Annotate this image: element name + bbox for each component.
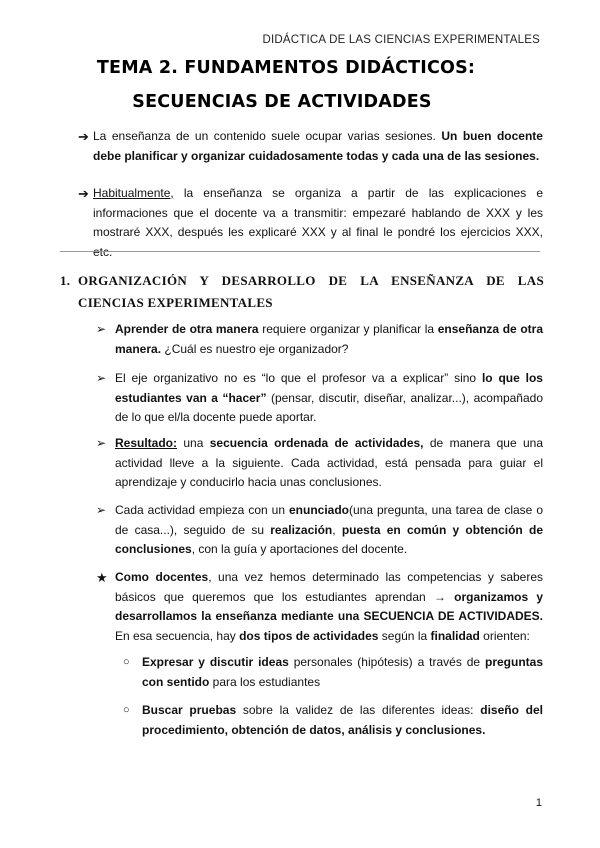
bold-text: Expresar y discutir ideas (142, 655, 289, 669)
chevron-bullet-icon: ➢ (96, 322, 107, 336)
underlined-word: Habitualmente, (93, 186, 174, 200)
text: personales (hipótesis) a través de (288, 655, 485, 669)
text: , una vez hemos determinado las competencias y saberes básicos que queremos que los estudiantes aprendan → (115, 570, 544, 604)
bold-text: Buscar pruebas (142, 703, 237, 717)
bold-text: Como docentes (115, 570, 209, 584)
intro-text: la enseñanza se organiza a partir de las explicaciones e informaciones que el docente va a transmitir: empezaré hablando de XXX y les mostraré XXX, después les explicaré XXX y al final le pondré los ejercicios XXX, etc. (93, 186, 543, 259)
text: según la (378, 628, 431, 643)
bold-text: organizamos y desarrollamos la enseñanza mediante una SECUENCIA DE ACTIVIDADES. (115, 589, 543, 623)
bold-text: secuencia ordenada de actividades, (209, 436, 424, 450)
bold-text: puesta en común y obtención de conclusiones (115, 522, 543, 556)
bold-text: Aprender de otra manera (115, 322, 259, 336)
chevron-bullet-icon: ➢ (96, 436, 107, 450)
page-title-line1: TEMA 2. FUNDAMENTOS DIDÁCTICOS: (96, 58, 476, 78)
text: (pensar, discutir, diseñar, analizar...), acompañado de lo que el/la docente puede aportar. (115, 390, 543, 424)
circle-bullet-icon: ○ (123, 704, 130, 716)
text: una (177, 436, 210, 450)
section-number: 1. (60, 273, 71, 288)
text: de manera que una actividad lleve a la siguiente. Cada actividad, está pensada para guiar el aprendizaje y conducirlo hacia unas conclusiones. (115, 436, 543, 489)
text: sobre la validez de las diferentes ideas: (236, 703, 481, 717)
bold-text: enseñanza de otra manera. (115, 322, 544, 356)
text: Cada actividad empieza con un (115, 503, 289, 517)
page-number: 1 (535, 797, 542, 809)
intro-paragraph-1 (93, 127, 543, 166)
sub-list-item (142, 701, 543, 740)
text: , con la guía y aportaciones del docente. (191, 542, 408, 556)
section-heading (60, 270, 544, 314)
list-item (115, 369, 543, 428)
bold-text: finalidad (430, 628, 480, 643)
horizontal-divider (60, 251, 540, 252)
text: El eje organizativo no es “lo que el profesor va a explicar” sino (115, 371, 482, 385)
text: , (332, 522, 342, 537)
text: En esa secuencia, hay (115, 628, 240, 643)
intro-bold-text: Un buen docente debe planificar y organizar cuidadosamente todas y cada una de las sesiones. (93, 129, 543, 163)
list-item (115, 434, 543, 493)
page-header: DIDÁCTICA DE LAS CIENCIAS EXPERIMENTALES (262, 34, 540, 46)
bold-text: preguntas con sentido (142, 655, 544, 689)
circle-bullet-icon: ○ (123, 656, 130, 668)
chevron-bullet-icon: ➢ (96, 503, 107, 517)
sub-list-item (142, 653, 543, 692)
bold-text: diseño del procedimiento, obtención de datos, análisis y conclusiones. (142, 703, 544, 737)
bold-text: dos tipos de actividades (239, 628, 379, 643)
section-heading-text: ORGANIZACIÓN Y DESARROLLO DE LA ENSEÑANZA DE LAS CIENCIAS EXPERIMENTALES (78, 273, 544, 310)
arrow-bullet-icon: ➔ (78, 186, 89, 201)
text: (una pregunta, una tarea de clase o de casa...), seguido de su (115, 503, 543, 537)
text: orienten: (479, 628, 530, 643)
bold-text: lo que los estudiantes van a “hacer” (115, 371, 543, 405)
text: ¿Cuál es nuestro eje organizador? (161, 341, 349, 356)
list-item (115, 568, 543, 646)
bold-text: enunciado (288, 503, 349, 517)
intro-text: La enseñanza de un contenido suele ocupar varias sesiones. (93, 129, 442, 143)
chevron-bullet-icon: ➢ (96, 371, 107, 385)
star-bullet-icon: ★ (96, 570, 108, 585)
bold-text: realización (270, 522, 333, 537)
page-title-line2: SECUENCIAS DE ACTIVIDADES (132, 92, 432, 112)
text: para los estudiantes (209, 674, 321, 689)
text: requiere organizar y planificar la (258, 322, 438, 336)
underlined-bold-text: Resultado: (115, 436, 178, 450)
list-item (115, 320, 543, 359)
arrow-bullet-icon: ➔ (78, 129, 89, 144)
list-item (115, 501, 543, 560)
